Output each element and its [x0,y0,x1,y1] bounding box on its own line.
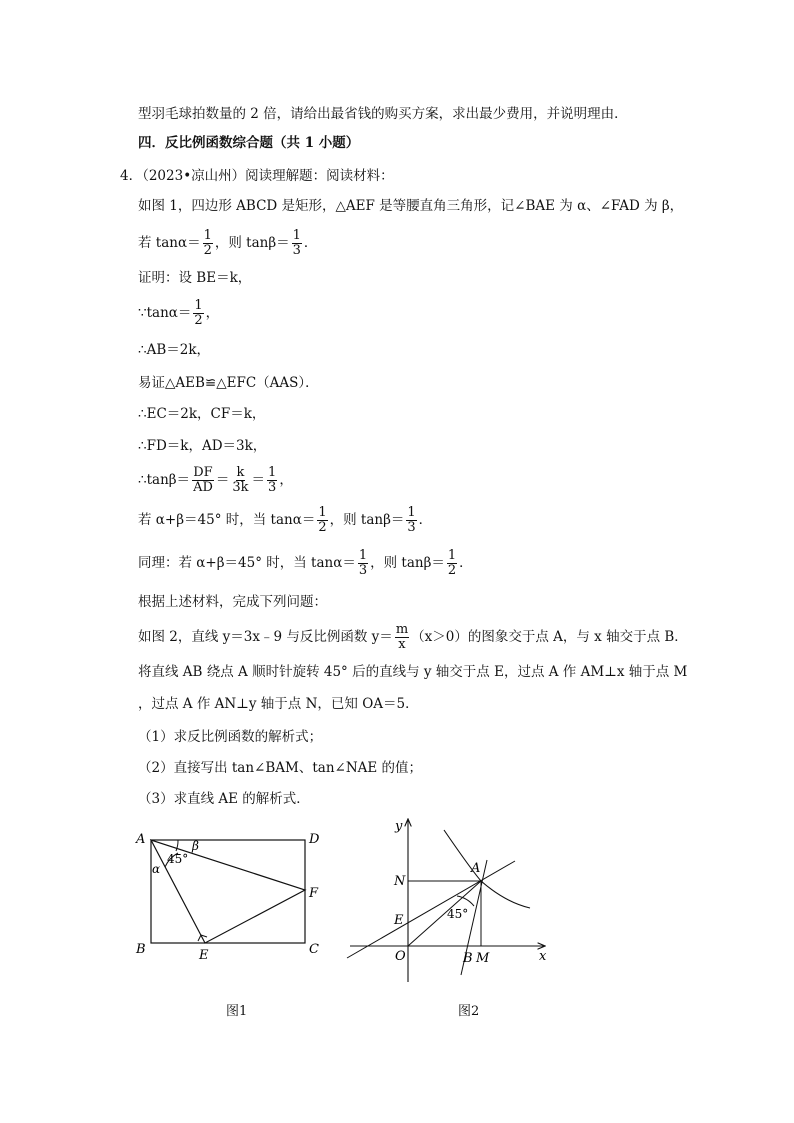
text-line: ∴EC＝2k，CF＝k， [138,406,266,422]
text-line-fraction [138,464,293,496]
fraction [358,549,368,578]
label-alpha: α [152,862,161,876]
fraction [203,229,213,258]
label-y: y [395,819,403,834]
numerator: 1 [203,228,212,243]
angle-arc-45 [457,896,474,906]
fraction [192,466,214,495]
question-intro [120,166,394,186]
text-line-fraction [138,228,317,258]
text-span: ＝ [251,472,266,488]
text-span: ∵tanα＝ [138,305,192,321]
label-a: A [471,861,481,876]
text-span: ． [459,555,473,571]
numerator: DF [193,465,213,480]
text-line: 易证△AEB≌△EFC（AAS）． [138,375,319,391]
text-line: 将直线 AB 绕点 A 顺时针旋转 45° 后的直线与 y 轴交于点 E，过点 A 作 AM⊥x 轴于点 M [138,664,688,680]
text-line-fraction [138,622,688,652]
section-title: 四．反比例函数综合题（共 1 小题） [138,135,360,151]
text-span: ， [205,305,220,321]
question-number: 4． [120,168,143,184]
text-span: 同理：若 α+β＝45° 时，当 tanα＝ [138,555,356,571]
numerator: 1 [407,505,416,520]
numerator: m [395,622,409,637]
text-span: 如图 2，直线 y＝3x﹣9 与反比例函数 y＝ [138,629,393,645]
text-span: ，则 tanβ＝ [370,555,445,571]
sub-question-1: （1）求反比例函数的解析式； [138,729,323,745]
denominator: 2 [194,313,203,328]
text-span: ∴tanβ＝ [138,472,191,488]
text-span: 若 α+β＝45° 时，当 tanα＝ [138,512,316,528]
label-o: O [395,949,406,964]
text-span: ＝ [215,472,230,488]
numerator: k [236,465,245,480]
text-span: ， [279,472,293,488]
fraction [267,466,277,495]
numerator: 1 [292,228,301,243]
figure-1-caption: 图1 [226,1004,248,1019]
text-line: 根据上述材料，完成下列问题： [138,594,327,610]
label-45deg: 45° [447,907,469,921]
text-line-fraction [138,505,432,535]
text-span: ，则 tanβ＝ [214,235,290,251]
text-span: （x＞0）的图象交于点 A，与 x 轴交于点 B． [411,629,688,645]
text-line: 如图 1，四边形 ABCD 是矩形，△AEF 是等腰直角三角形，记∠BAE 为 α、∠FAD 为 β， [138,198,684,214]
label-x: x [539,949,547,964]
label-a: A [136,832,146,847]
text-span: 若 tanα＝ [138,235,201,251]
label-e: E [394,913,404,928]
text-line: 型羽毛球拍数量的 2 倍，请给出最省钱的购买方案，求出最少费用，并说明理由． [138,106,628,122]
question-source: （2023•凉山州）阅读理解题：阅读材料： [142,168,394,184]
label-n: N [394,874,406,889]
sub-question-3: （3）求直线 AE 的解析式． [138,791,310,807]
denominator: 3 [358,563,368,578]
label-f: F [309,886,319,901]
label-b: B [463,951,473,966]
denominator: 2 [203,243,212,258]
numerator: 1 [358,548,368,563]
figure-2-caption: 图2 [458,1004,480,1019]
hyperbola-curve [444,830,530,908]
numerator: 1 [318,505,327,520]
sub-question-2: （2）直接写出 tan∠BAM、tan∠NAE 的值； [138,760,423,776]
text-line: ∴AB＝2k， [138,342,211,358]
fraction [193,299,203,328]
label-beta: β [192,839,199,853]
denominator: 2 [447,563,457,578]
text-line: ，过点 A 作 AN⊥y 轴于点 N，已知 OA＝5． [138,696,419,712]
label-45deg: 45° [167,852,189,866]
denominator: AD [193,480,213,495]
denominator: 3 [407,520,416,535]
text-line-fraction [138,548,473,578]
fraction [317,506,327,535]
text-span: ． [303,235,318,251]
fraction [447,549,457,578]
text-span: ，则 tanβ＝ [329,512,405,528]
text-line: ∴FD＝k，AD＝3k， [138,438,267,454]
label-d: D [309,832,320,847]
fraction [406,506,416,535]
fraction [231,466,249,495]
denominator: 3k [232,480,249,495]
numerator: 1 [194,298,203,313]
numerator: 1 [447,548,457,563]
label-b: B [136,942,146,957]
text-line-fraction [138,298,219,328]
label-m: M [476,951,490,966]
line-ae [347,861,515,958]
numerator: 1 [268,465,277,480]
fraction [292,229,302,258]
denominator: x [398,637,406,652]
denominator: 3 [292,243,301,258]
fraction [395,623,409,652]
denominator: 3 [268,480,277,495]
angle-arc-beta [176,840,178,851]
figure-1-rectangle [130,825,330,965]
label-c: C [309,942,319,957]
denominator: 2 [318,520,327,535]
text-span: ． [418,512,433,528]
label-e: E [199,948,209,963]
text-line: 证明：设 BE＝k， [138,270,252,286]
figure-2-coordinate-plane [340,812,555,987]
